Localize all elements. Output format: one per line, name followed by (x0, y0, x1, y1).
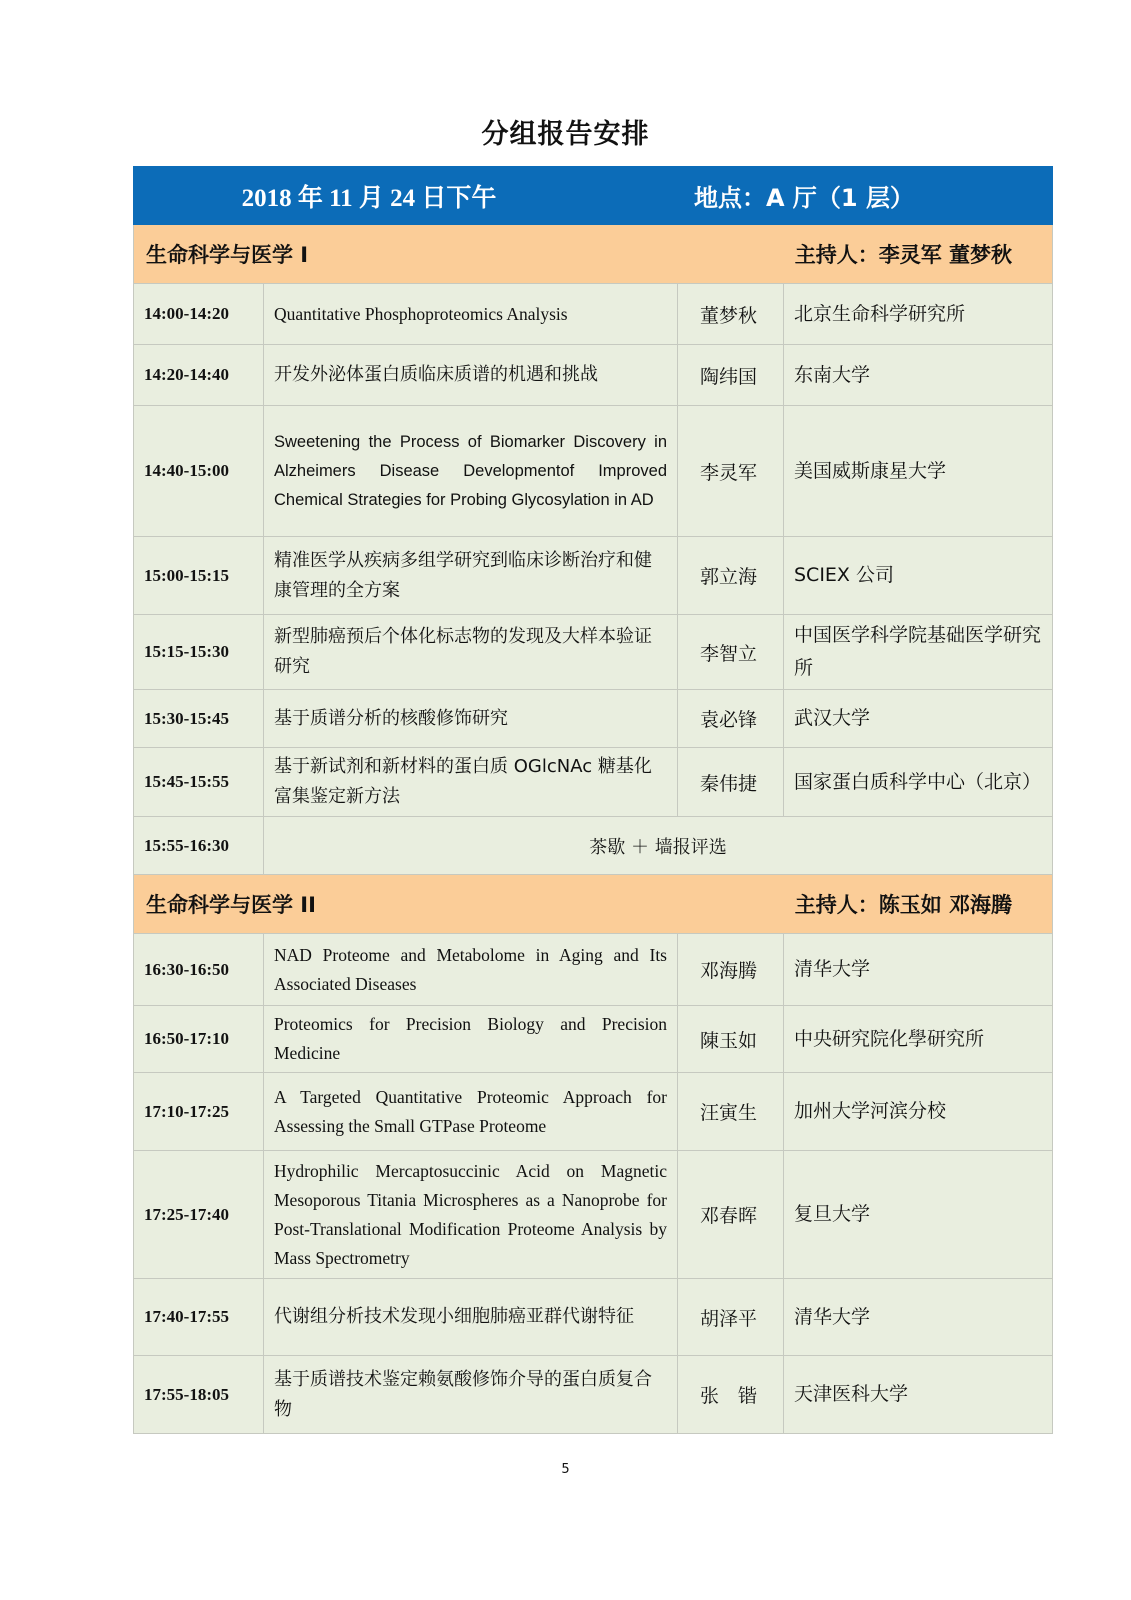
schedule-date: 2018 年 11 月 24 日下午 (241, 184, 497, 212)
talk-affiliation: 天津医科大学 (784, 1356, 1053, 1434)
talk-title: Hydrophilic Mercaptosuccinic Acid on Magnetic Mesoporous Titania Microspheres as a Nanoprobe for Post-Translational Modification Proteome Analysis by Mass Spectrometry (274, 1160, 667, 1268)
talk-title: Proteomics for Precision Biology and Precision Medicine (274, 1014, 667, 1063)
talk-affiliation: 武汉大学 (784, 690, 1053, 748)
talk-time: 17:40-17:55 (134, 1279, 264, 1356)
talk-speaker: 袁必锋 (678, 690, 784, 748)
talk-time: 15:30-15:45 (134, 690, 264, 748)
session-name: 生命科学与医学 I (146, 243, 309, 267)
talk-speaker: 张 锴 (678, 1356, 784, 1434)
talk-row (134, 345, 1053, 406)
page-title: 分组报告安排 (481, 119, 650, 150)
talk-time: 17:10-17:25 (134, 1073, 264, 1151)
talk-row (134, 615, 1053, 690)
talk-time: 17:25-17:40 (134, 1151, 264, 1279)
talk-affiliation: 中国医学科学院基础医学研究所 (784, 615, 1053, 690)
talk-title: 代谢组分析技术发现小细胞肺癌亚群代谢特征 (274, 1306, 634, 1327)
talk-affiliation: 北京生命科学研究所 (784, 284, 1053, 345)
talk-affiliation: 清华大学 (784, 1279, 1053, 1356)
talk-affiliation: SCIEX 公司 (784, 537, 1053, 615)
talk-title: NAD Proteome and Metabolome in Aging and Its Associated Diseases (274, 944, 667, 994)
talk-row (134, 406, 1053, 537)
talk-time: 17:55-18:05 (134, 1356, 264, 1434)
talk-title: 基于质谱分析的核酸修饰研究 (274, 707, 508, 729)
talk-speaker: 邓春晖 (678, 1151, 784, 1279)
talk-speaker: 陳玉如 (678, 1006, 784, 1073)
session-header-row (134, 875, 1053, 934)
talk-speaker: 郭立海 (678, 537, 784, 615)
talk-affiliation: 美国威斯康星大学 (784, 406, 1053, 537)
break-time: 15:55-16:30 (134, 817, 264, 875)
talk-speaker: 陶纬国 (678, 345, 784, 406)
break-label: 茶歇 ＋ 墙报评选 (264, 817, 1053, 875)
talk-time: 16:50-17:10 (134, 1006, 264, 1073)
talk-row (134, 1151, 1053, 1279)
session-header-row (134, 225, 1053, 284)
talk-row (134, 1073, 1053, 1151)
schedule-header-row (134, 167, 1053, 225)
talk-title: Quantitative Phosphoproteomics Analysis (274, 303, 568, 324)
talk-speaker: 汪寅生 (678, 1073, 784, 1151)
talk-row (134, 1279, 1053, 1356)
talk-affiliation: 复旦大学 (784, 1151, 1053, 1279)
talk-title: Sweetening the Process of Biomarker Discovery in Alzheimers Disease Developmentof Improved Chemical Strategies for Probing Glycosylation in AD (274, 432, 667, 509)
talk-affiliation: 国家蛋白质科学中心（北京） (784, 748, 1053, 817)
talk-title: 基于质谱技术鉴定赖氨酸修饰介导的蛋白质复合物 (274, 1368, 652, 1420)
talk-row (134, 748, 1053, 817)
talk-time: 14:00-14:20 (134, 284, 264, 345)
talk-row (134, 537, 1053, 615)
talk-time: 14:40-15:00 (134, 406, 264, 537)
talk-affiliation: 清华大学 (784, 934, 1053, 1006)
talk-row (134, 284, 1053, 345)
session-host: 主持人：李灵军 董梦秋 (794, 243, 1013, 267)
page-number: 5 (561, 1462, 570, 1477)
talk-time: 16:30-16:50 (134, 934, 264, 1006)
talk-affiliation: 中央研究院化學研究所 (784, 1006, 1053, 1073)
talk-affiliation: 东南大学 (784, 345, 1053, 406)
talk-speaker: 董梦秋 (678, 284, 784, 345)
talk-row (134, 934, 1053, 1006)
talk-title: 精准医学从疾病多组学研究到临床诊断治疗和健康管理的全方案 (274, 549, 652, 601)
talk-title: 基于新试剂和新材料的蛋白质 OGlcNAc 糖基化富集鉴定新方法 (274, 756, 652, 807)
talk-speaker: 李灵军 (678, 406, 784, 537)
talk-time: 15:15-15:30 (134, 615, 264, 690)
talk-title: A Targeted Quantitative Proteomic Approach for Assessing the Small GTPase Proteome (274, 1086, 667, 1136)
session-name: 生命科学与医学 II (146, 893, 316, 917)
talk-speaker: 邓海腾 (678, 934, 784, 1006)
talk-row (134, 690, 1053, 748)
talk-time: 15:00-15:15 (134, 537, 264, 615)
talk-speaker: 李智立 (678, 615, 784, 690)
talk-row (134, 1356, 1053, 1434)
talk-title: 新型肺癌预后个体化标志物的发现及大样本验证研究 (274, 626, 652, 677)
schedule-table (133, 166, 1053, 1434)
talk-row (134, 1006, 1053, 1073)
talk-time: 15:45-15:55 (134, 748, 264, 817)
talk-affiliation: 加州大学河滨分校 (784, 1073, 1053, 1151)
session-host: 主持人：陈玉如 邓海腾 (794, 893, 1013, 917)
break-row (134, 817, 1053, 875)
schedule-location: 地点：A 厅（1 层） (694, 184, 914, 212)
talk-title: 开发外泌体蛋白质临床质谱的机遇和挑战 (274, 364, 598, 385)
talk-speaker: 秦伟捷 (678, 748, 784, 817)
talk-time: 14:20-14:40 (134, 345, 264, 406)
talk-speaker: 胡泽平 (678, 1279, 784, 1356)
